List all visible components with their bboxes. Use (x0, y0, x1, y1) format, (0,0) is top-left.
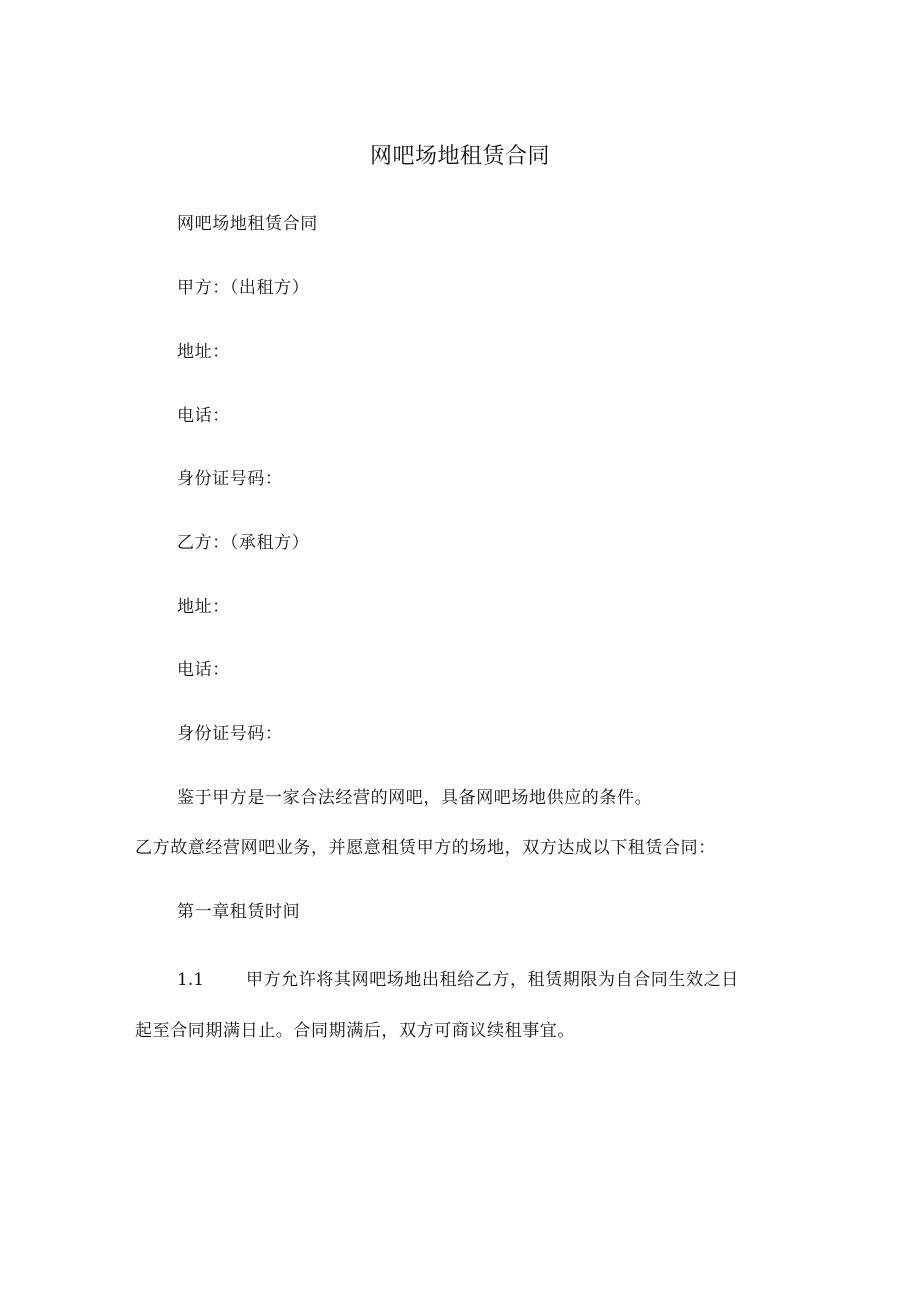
chapter-1-heading: 第一章租赁时间 (177, 902, 301, 922)
preamble-line-2: 乙方故意经营网吧业务，并愿意租赁甲方的场地，双方达成以下租赁合同： (135, 838, 716, 858)
party-a-heading: 甲方：（出租方） (177, 278, 310, 298)
party-a-phone-label: 电话： (177, 406, 230, 426)
party-b-address-label: 地址： (177, 597, 230, 617)
party-b-id-label: 身份证号码： (177, 724, 283, 744)
party-a-address-label: 地址： (177, 342, 230, 362)
document-subtitle: 网吧场地租赁合同 (177, 214, 318, 234)
party-a-id-label: 身份证号码： (177, 469, 283, 489)
document-title: 网吧场地租赁合同 (369, 144, 550, 169)
party-b-heading: 乙方：（承租方） (177, 533, 310, 553)
party-b-phone-label: 电话： (177, 660, 230, 680)
clause-1-1-line-2: 起至合同期满日止。合同期满后，双方可商议续租事宜。 (135, 1021, 575, 1041)
clause-1-1-line-1: 甲方允许将其网吧场地出租给乙方，租赁期限为自合同生效之日 (246, 970, 739, 990)
preamble-line-1: 鉴于甲方是一家合法经营的网吧，具备网吧场地供应的条件。 (177, 788, 653, 808)
clause-number: 1.1 (177, 970, 205, 990)
